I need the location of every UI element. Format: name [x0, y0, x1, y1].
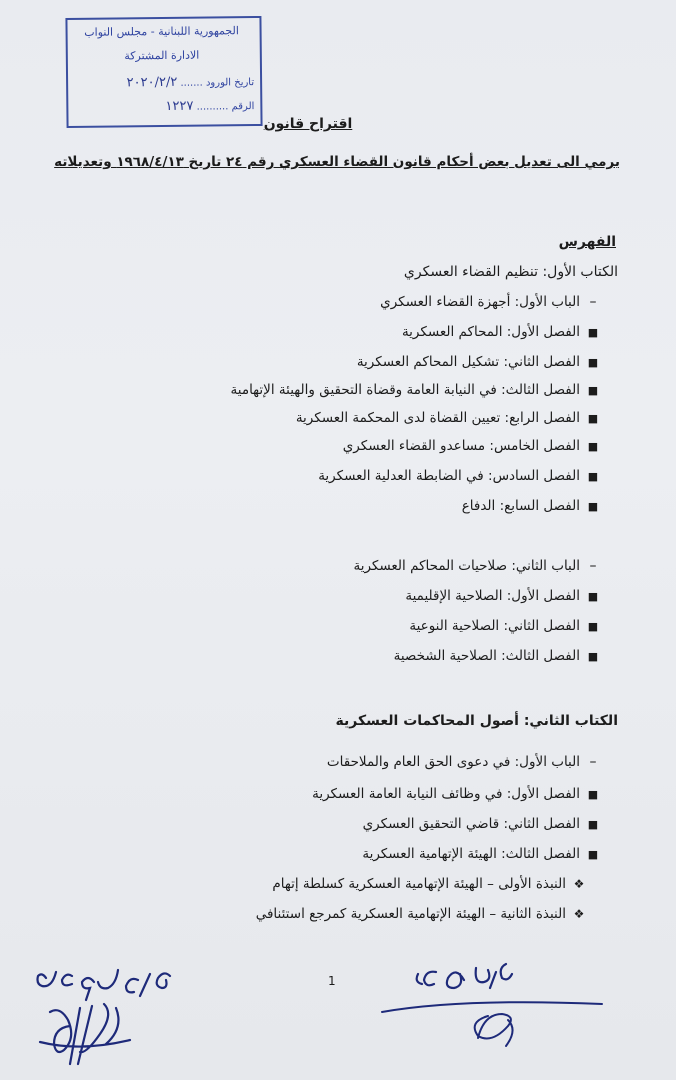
page-number: 1: [328, 974, 336, 988]
square-bullet-icon: ■: [587, 788, 599, 801]
toc-chapter: ■الفصل الثاني: تشكيل المحاكم العسكرية: [357, 354, 606, 370]
stamp-date-row: تاريخ الورود ....... ٢٠٢٠/٢/٢: [126, 74, 255, 91]
stamp-date-value: ٢٠٢٠/٢/٢: [126, 74, 178, 91]
square-bullet-icon: ■: [587, 500, 599, 513]
diamond-bullet-icon: ❖: [573, 877, 585, 891]
toc-chapter: ■الفصل الرابع: تعيين القضاة لدى المحكمة العسكرية: [296, 410, 606, 426]
toc-chapter: ■الفصل الثالث: الصلاحية الشخصية: [394, 648, 606, 664]
book1-part2-title: –الباب الثاني: صلاحيات المحاكم العسكرية: [353, 558, 606, 574]
square-bullet-icon: ■: [587, 650, 599, 663]
right-signature: [378, 950, 608, 1060]
stamp-line2: الادارة المشتركة: [124, 48, 200, 63]
stamp-number-label: الرقم: [231, 101, 255, 113]
toc-section: ❖النبذة الأولى – الهيئة الإتهامية العسكرية كسلطة إتهام: [272, 876, 592, 892]
toc-chapter: ■الفصل الثاني: الصلاحية النوعية: [409, 618, 606, 634]
book2-title: الكتاب الثاني: أصول المحاكمات العسكرية: [335, 713, 618, 729]
dash-marker: –: [589, 754, 597, 770]
stamp-number-row: الرقم .......... ١٢٢٧: [165, 98, 255, 114]
stamp-line1: الجمهورية اللبنانية - مجلس النواب: [84, 24, 239, 39]
toc-chapter: ■الفصل الثالث: الهيئة الإتهامية العسكرية: [362, 846, 606, 862]
square-bullet-icon: ■: [587, 818, 599, 831]
toc-chapter: ■الفصل الثالث: في النيابة العامة وقضاة التحقيق والهيئة الإتهامية: [231, 382, 606, 398]
toc-chapter: ■الفصل السادس: في الضابطة العدلية العسكرية: [318, 468, 606, 484]
square-bullet-icon: ■: [587, 440, 599, 453]
square-bullet-icon: ■: [587, 848, 599, 861]
square-bullet-icon: ■: [587, 326, 599, 339]
stamp-number-value: ١٢٢٧: [165, 98, 194, 114]
toc-chapter: ■الفصل الأول: المحاكم العسكرية: [402, 324, 606, 340]
square-bullet-icon: ■: [587, 356, 599, 369]
dash-marker: –: [589, 294, 597, 310]
book2-part1-title: –الباب الأول: في دعوى الحق العام والملاحقات: [327, 754, 606, 770]
toc-chapter: ■الفصل الأول: الصلاحية الإقليمية: [405, 588, 606, 604]
index-heading: الفهرس: [558, 234, 616, 250]
toc-chapter: ■الفصل الخامس: مساعدو القضاء العسكري: [343, 438, 606, 454]
square-bullet-icon: ■: [587, 590, 599, 603]
document-title: اقتراح قانون: [263, 116, 353, 132]
stamp-date-label: تاريخ الورود: [205, 77, 255, 89]
book1-part1-title: –الباب الأول: أجهزة القضاء العسكري: [380, 294, 606, 310]
square-bullet-icon: ■: [587, 620, 599, 633]
square-bullet-icon: ■: [587, 384, 599, 397]
toc-chapter: ■الفصل السابع: الدفاع: [462, 498, 606, 514]
square-bullet-icon: ■: [587, 412, 599, 425]
left-signature: [20, 960, 190, 1070]
dash-marker: –: [589, 558, 597, 574]
toc-chapter: ■الفصل الثاني: قاضي التحقيق العسكري: [363, 816, 606, 832]
parliament-stamp: [65, 16, 262, 128]
toc-section: ❖النبذة الثانية – الهيئة الإتهامية العسكرية كمرجع استئنافي: [256, 906, 592, 922]
diamond-bullet-icon: ❖: [573, 907, 585, 921]
toc-chapter: ■الفصل الأول: في وظائف النيابة العامة العسكرية: [312, 786, 606, 802]
book1-title: الكتاب الأول: تنظيم القضاء العسكري: [403, 264, 618, 280]
document-subject: يرمي الى تعديل بعض أحكام قانون القضاء العسكري رقم ٢٤ تاريخ ١٩٦٨/٤/١٣ وتعديلاته: [54, 154, 620, 170]
square-bullet-icon: ■: [587, 470, 599, 483]
